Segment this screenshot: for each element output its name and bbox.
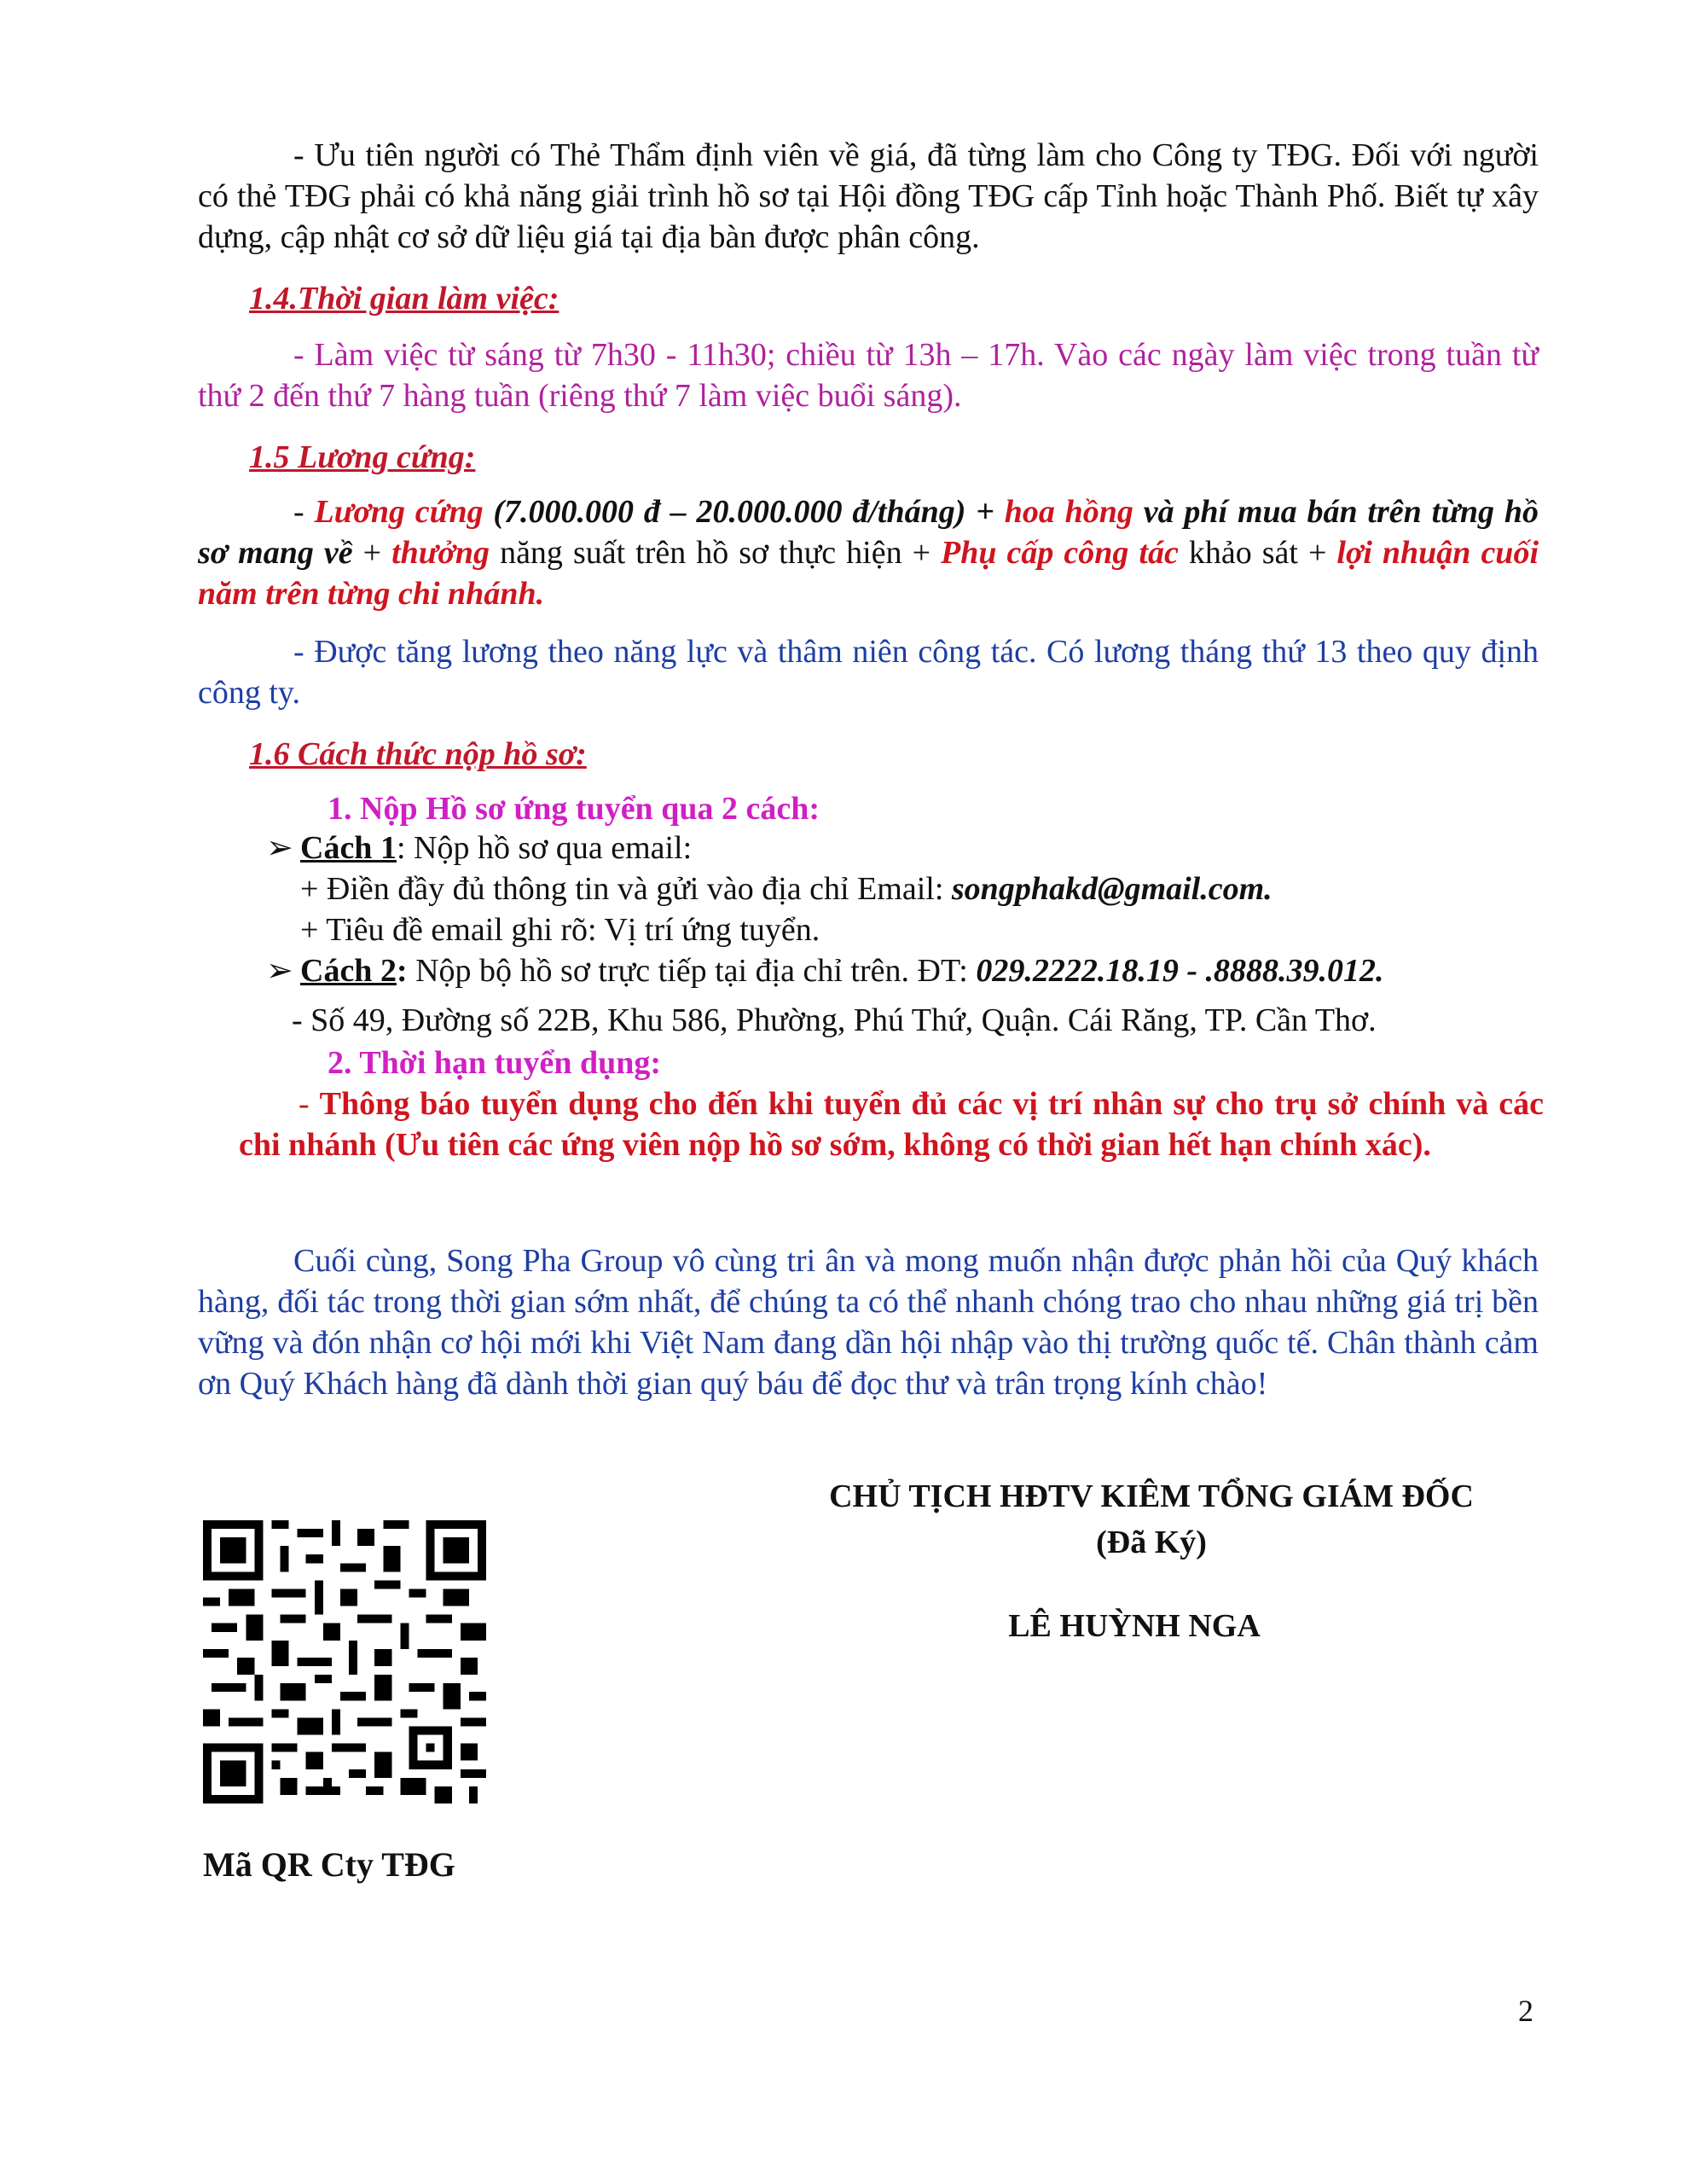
deadline-paragraph (239, 1083, 1544, 1165)
page-number: 2 (1518, 1994, 1533, 2028)
salary-dash: - (293, 494, 315, 530)
qr-code (203, 1520, 486, 1804)
working-time-paragraph: - Làm việc từ sáng từ 7h30 - 11h30; chiều từ 13h – 17h. Vào các ngày làm việc trong tuần từ thứ 2 đến thứ 7 hàng tuần (riêng thứ 7 làm việc buổi sáng). (198, 337, 1539, 414)
heading-apply: 1.6 Cách thức nộp hồ sơ: (249, 736, 587, 772)
signature-name: LÊ HUỲNH NGA (1008, 1608, 1261, 1644)
arrow-icon: ➢ (266, 830, 293, 866)
signature-signed: (Đã Ký) (1096, 1525, 1207, 1560)
method-1-line-1-text: + Điền đầy đủ thông tin và gửi vào địa chỉ Email: (300, 871, 952, 907)
method-1-label: Cách 1 (300, 830, 397, 866)
email-address[interactable]: songphakd@gmail.com. (951, 871, 1272, 907)
method-2-colon: : (396, 953, 408, 989)
closing-paragraph: Cuối cùng, Song Pha Group vô cùng tri ân và mong muốn nhận được phản hồi của Quý khách hàng, đối tác trong thời gian sớm nhất, để chúng ta có thể nhanh chóng trao cho nhau những giá trị bền vững và đón nhận cơ hội mới khi Việt Nam đang dần hội nhập vào thị trường quốc tế. Chân thành cảm ơn Quý Khách hàng đã dành thời gian quý báu để đọc thư và trân trọng kính chào! (198, 1243, 1539, 1402)
salary-plus: + (352, 535, 392, 571)
heading-salary: 1.5 Lương cứng: (249, 439, 476, 475)
salary-profit: lợi nhuận cuối năm trên từng chi nhánh. (198, 535, 1539, 612)
apply-method-1 (266, 828, 692, 868)
salary-range: (7.000.000 đ – 20.000.000 đ/tháng) + (483, 494, 1005, 530)
signature-title: CHỦ TỊCH HĐTV KIÊM TỔNG GIÁM ĐỐC (829, 1478, 1474, 1514)
apply-item-2: 2. Thời hạn tuyển dụng: (328, 1045, 662, 1081)
salary-allowance: Phụ cấp công tác (941, 535, 1179, 571)
salary-survey: khảo sát + (1178, 535, 1337, 571)
method-1-line-2: + Tiêu đề email ghi rõ: Vị trí ứng tuyển. (300, 912, 820, 948)
raise-paragraph: - Được tăng lương theo năng lực và thâm niên công tác. Có lương tháng thứ 13 theo quy định công ty. (198, 634, 1539, 711)
qr-caption: Mã QR Cty TĐG (203, 1845, 455, 1884)
salary-fee: và phí mua bán trên từng hồ sơ mang về (198, 494, 1539, 571)
phone-numbers: 029.2222.18.19 - .8888.39.012. (976, 953, 1384, 989)
heading-working-time: 1.4.Thời gian làm việc: (249, 281, 559, 317)
priority-paragraph: - Ưu tiên người có Thẻ Thẩm định viên về giá, đã từng làm cho Công ty TĐG. Đối với người có thẻ TĐG phải có khả năng giải trình hồ sơ tại Hội đồng TĐG cấp Tỉnh hoặc Thành Phố. Biết tự xây dựng, cập nhật cơ sở dữ liệu giá tại địa bàn được phân công. (198, 137, 1539, 255)
arrow-icon: ➢ (266, 953, 293, 989)
salary-base: Lương cứng (314, 494, 484, 530)
method-1-text: : Nộp hồ sơ qua email: (396, 830, 693, 866)
method-2-text: Nộp bộ hồ sơ trực tiếp tại địa chỉ trên. ĐT: (407, 953, 977, 989)
salary-bonus-text: năng suất trên hồ sơ thực hiện + (490, 535, 942, 571)
method-2-label: Cách 2 (300, 953, 397, 989)
address-line: - Số 49, Đường số 22B, Khu 586, Phường, Phú Thứ, Quận. Cái Răng, TP. Cần Thơ. (292, 1002, 1377, 1038)
salary-paragraph (198, 491, 1539, 614)
method-1-line-1 (300, 868, 1272, 909)
deadline-dash: - (299, 1086, 320, 1122)
apply-method-2 (266, 950, 1383, 991)
deadline-text: Thông báo tuyển dụng cho đến khi tuyển đủ các vị trí nhân sự cho trụ sở chính và các chi nhánh (Ưu tiên các ứng viên nộp hồ sơ sớm, không có thời gian hết hạn chính xác). (239, 1086, 1544, 1163)
salary-commission: hoa hồng (1004, 494, 1133, 530)
apply-item-1: 1. Nộp Hồ sơ ứng tuyển qua 2 cách: (328, 791, 820, 827)
salary-bonus: thưởng (391, 535, 490, 571)
